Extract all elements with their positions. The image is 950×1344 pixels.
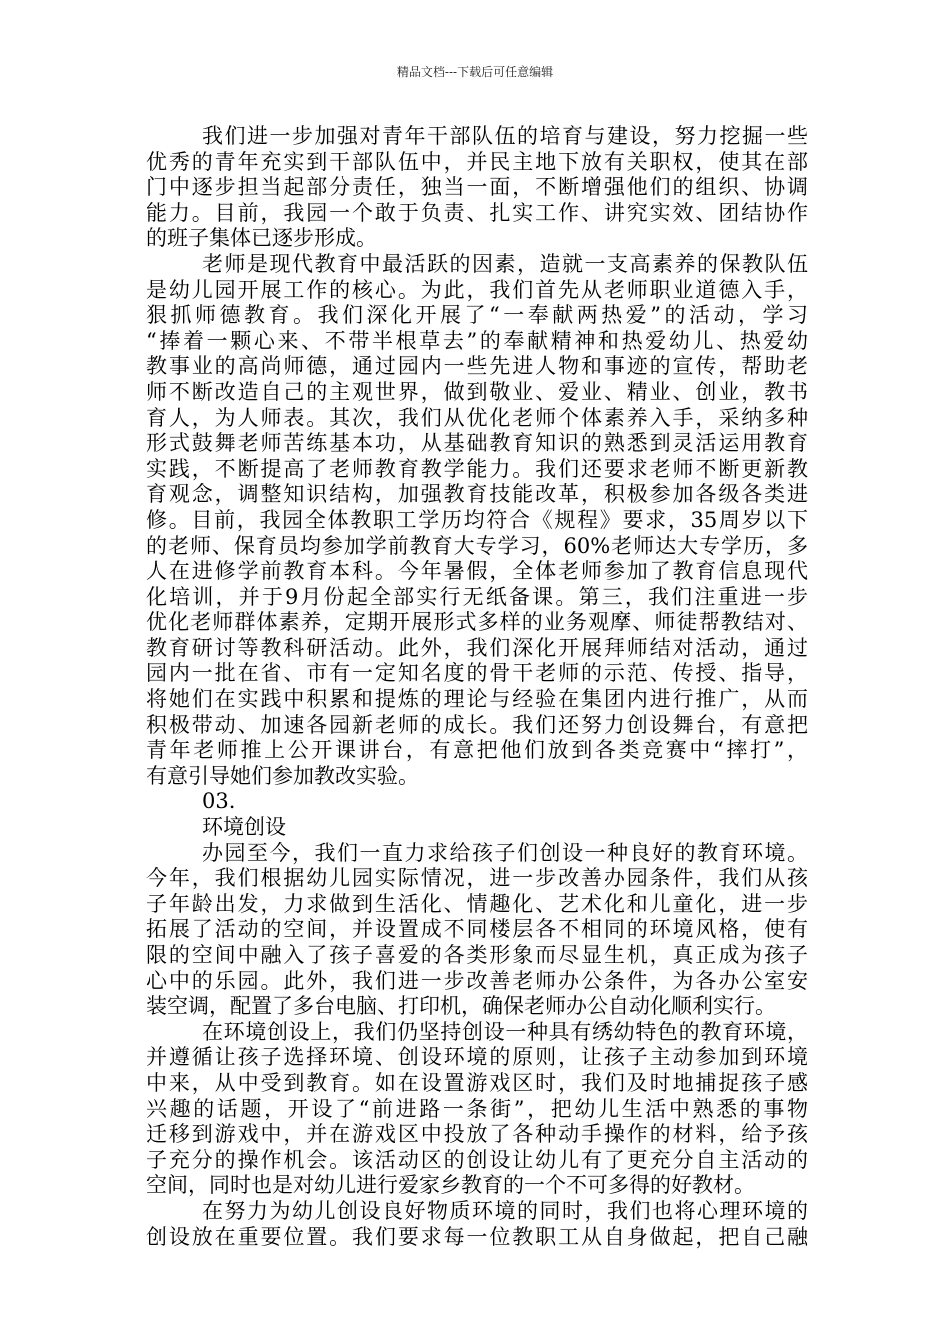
text-line: 优秀的青年充实到干部队伍中，并民主地下放有关职权，使其在部 (146, 149, 808, 174)
text-line: 兴趣的话题，开设了“前进路一条街”，把幼儿生活中熟悉的事物 (146, 1096, 808, 1121)
text-line: 师不断改造自己的主观世界，做到敬业、爱业、精业、创业，教书 (146, 379, 808, 404)
text-line: 青年老师推上公开课讲台，有意把他们放到各类竞赛中“摔打”， (146, 738, 808, 763)
text-line: 在努力为幼儿创设良好物质环境的同时，我们也将心理环境的 (202, 1198, 808, 1223)
text-line: 教事业的高尚师德，通过园内一些先进人物和事迹的宣传，帮助老 (146, 354, 808, 379)
paragraph-p3 (146, 789, 808, 815)
text-line: 门中逐步担当起部分责任，独当一面，不断增强他们的组织、协调 (146, 175, 808, 200)
text-line: 空间，同时也是对幼儿进行爱家乡教育的一个不可多得的好教材。 (146, 1173, 755, 1198)
paragraph-p6 (146, 1020, 808, 1199)
text-line: 迁移到游戏中，并在游戏区中投放了各种动手操作的材料，给予孩 (146, 1122, 808, 1147)
text-line: 装空调，配置了多台电脑、打印机，确保老师办公自动化顺利实行。 (146, 994, 776, 1019)
text-line: 的老师、保育员均参加学前教育大专学习，60%老师达大专学历，多 (146, 533, 808, 558)
text-line: 化培训，并于9月份起全部实行无纸备课。第三，我们注重进一步 (146, 584, 808, 609)
text-line: 今年，我们根据幼儿园实际情况，进一步改善办园条件，我们从孩 (146, 866, 808, 891)
text-line: 心中的乐园。此外，我们进一步改善老师办公条件，为各办公室安 (146, 968, 808, 993)
text-line: 实践，不断提高了老师教育教学能力。我们还要求老师不断更新教 (146, 456, 808, 481)
paragraph-p4 (146, 815, 808, 841)
text-line: 园内一批在省、市有一定知名度的骨干老师的示范、传授、指导， (146, 661, 808, 686)
text-line: 能力。目前，我园一个敢于负责、扎实工作、讲究实效、团结协作 (146, 200, 808, 225)
paragraph-p5 (146, 841, 808, 1020)
text-line: 子年龄出发，力求做到生活化、情趣化、艺术化和儿童化，进一步 (146, 891, 808, 916)
text-line: 将她们在实践中积累和提炼的理论与经验在集团内进行推广，从而 (146, 687, 808, 712)
text-line: 子充分的操作机会。该活动区的创设让幼儿有了更充分自主活动的 (146, 1147, 808, 1172)
text-line: 育观念，调整知识结构，加强教育技能改革，积极参加各级各类进 (146, 482, 808, 507)
text-line: 修。目前，我园全体教职工学历均符合《规程》要求，35周岁以下 (146, 507, 808, 532)
text-line: 并遵循让孩子选择环境、创设环境的原则，让孩子主动参加到环境 (146, 1045, 808, 1070)
text-line: 限的空间中融入了孩子喜爱的各类形象而尽显生机，真正成为孩子 (146, 943, 808, 967)
text-line: 环境创设 (202, 815, 286, 840)
paragraph-p1 (146, 124, 808, 252)
text-line: 形式鼓舞老师苦练基本功，从基础教育知识的熟悉到灵活运用教育 (146, 431, 808, 456)
text-line: 有意引导她们参加教改实验。 (146, 763, 419, 788)
text-line: 教育研讨等教科研活动。此外，我们深化开展拜师结对活动，通过 (146, 635, 808, 660)
page-header: 精品文档---下载后可任意编辑 (396, 65, 554, 79)
text-line: 的班子集体已逐步形成。 (146, 226, 377, 251)
document-body (146, 124, 808, 1250)
text-line: “捧着一颗心来、不带半根草去”的奉献精神和热爱幼儿、热爱幼 (146, 328, 808, 353)
text-line: 是幼儿园开展工作的核心。为此，我们首先从老师职业道德入手， (146, 277, 808, 302)
text-line: 老师是现代教育中最活跃的因素，造就一支高素养的保教队伍 (202, 251, 808, 276)
text-line: 03. (202, 789, 236, 814)
text-line: 创设放在重要位置。我们要求每一位教职工从自身做起，把自己融 (146, 1224, 808, 1249)
paragraph-p7 (146, 1199, 808, 1250)
text-line: 狠抓师德教育。我们深化开展了“一奉献两热爱”的活动，学习 (146, 303, 808, 328)
text-line: 积极带动、加速各园新老师的成长。我们还努力创设舞台，有意把 (146, 712, 808, 737)
text-line: 育人，为人师表。其次，我们从优化老师个体素养入手，采纳多种 (146, 405, 808, 430)
text-line: 在环境创设上，我们仍坚持创设一种具有绣幼特色的教育环境， (202, 1019, 808, 1044)
text-line: 我们进一步加强对青年干部队伍的培育与建设，努力挖掘一些 (202, 124, 808, 148)
text-line: 优化老师群体素养，定期开展形式多样的业务观摩、师徒帮教结对、 (146, 610, 808, 635)
paragraph-p2 (146, 252, 808, 789)
text-line: 拓展了活动的空间，并设置成不同楼层各不相同的环境风格，使有 (146, 917, 808, 942)
text-line: 人在进修学前教育本科。今年暑假，全体老师参加了教育信息现代 (146, 559, 808, 584)
text-line: 中来，从中受到教育。如在设置游戏区时，我们及时地捕捉孩子感 (146, 1070, 808, 1095)
text-line: 办园至今，我们一直力求给孩子们创设一种良好的教育环境。 (202, 840, 808, 865)
